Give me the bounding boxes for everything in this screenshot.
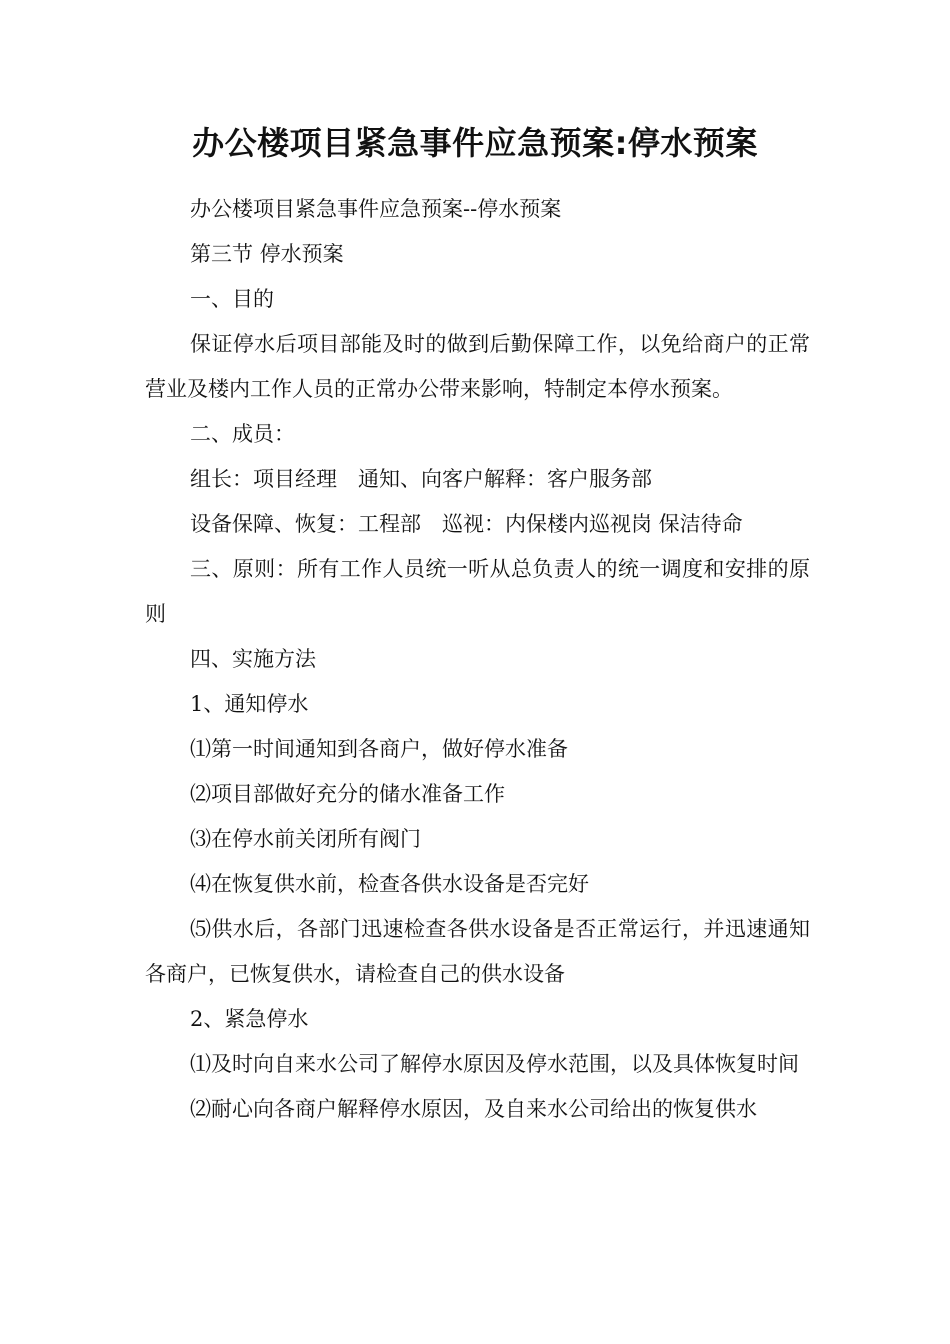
list-item: ⑴第一时间通知到各商户，做好停水准备 [190,737,568,761]
list-item: ⑵项目部做好充分的储水准备工作 [190,782,505,806]
paragraph-members-leader: 组长：项目经理 通知、向客户解释：客户服务部 [190,467,652,491]
paragraph-principle: 三、原则：所有工作人员统一听从总负责人的统一调度和安排的原则 [145,557,810,626]
paragraph-section-heading: 第三节 停水预案 [190,242,344,266]
paragraph-subtitle: 办公楼项目紧急事件应急预案--停水预案 [190,197,562,221]
list-item: ⑵耐心向各商户解释停水原因，及自来水公司给出的恢复供水 [190,1097,757,1121]
list-item: ⑴及时向自来水公司了解停水原因及停水范围，以及具体恢复时间 [190,1052,799,1076]
paragraph-members-equipment: 设备保障、恢复：工程部 巡视：内保楼内巡视岗 保洁待命 [190,512,743,536]
list-item: ⑷在恢复供水前，检查各供水设备是否完好 [190,872,589,896]
list-item: ⑶在停水前关闭所有阀门 [190,827,421,851]
paragraph-purpose-text: 保证停水后项目部能及时的做到后勤保障工作，以免给商户的正常营业及楼内工作人员的正常办公带来影响，特制定本停水预案。 [145,332,810,401]
paragraph-notice-heading: 1、通知停水 [190,692,309,716]
paragraph-method-heading: 四、实施方法 [190,647,316,671]
paragraph-purpose-heading: 一、目的 [190,287,274,311]
document-body [145,187,810,1132]
paragraph-members-heading: 二、成员： [190,422,295,446]
paragraph-emergency-heading: 2、紧急停水 [190,1007,309,1031]
document-title: 办公楼项目紧急事件应急预案:停水预案 [192,124,758,162]
list-item: ⑸供水后，各部门迅速检查各供水设备是否正常运行，并迅速通知各商户，已恢复供水，请检查自己的供水设备 [145,917,810,986]
